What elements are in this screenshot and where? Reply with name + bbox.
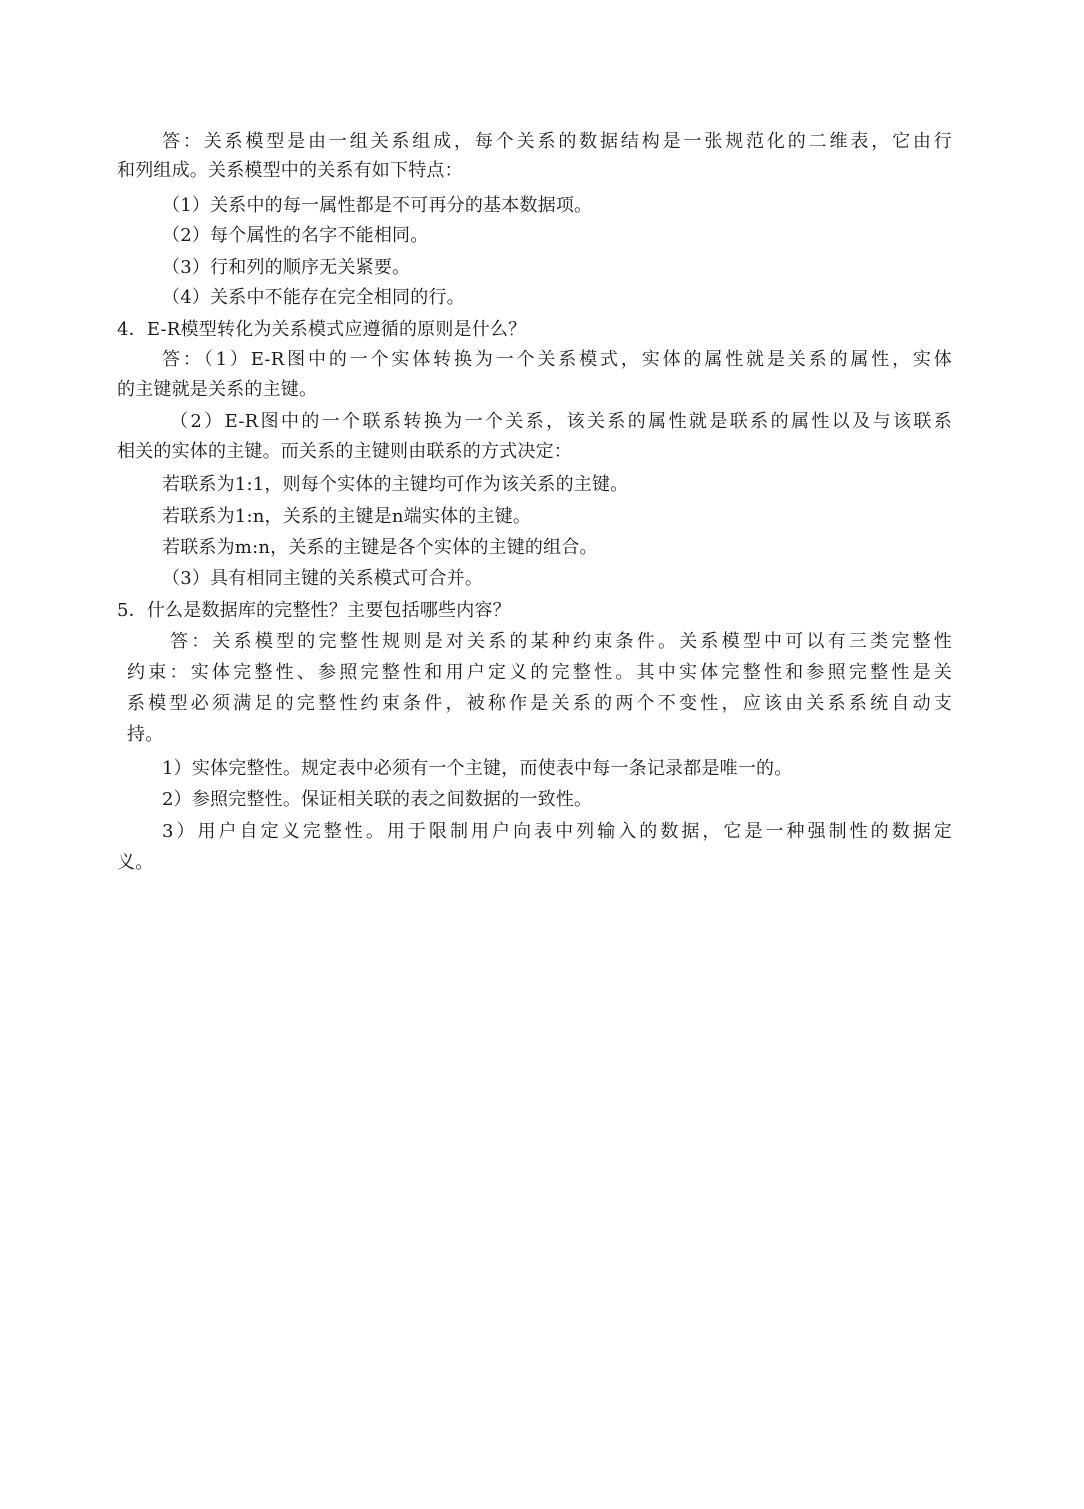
answer-3-line-1: 答：关系模型是由一组关系组成，每个关系的数据结构是一张规范化的二维表，它由行 — [162, 131, 952, 152]
relation-m-n: 若联系为m:n，关系的主键是各个实体的主键的组合。 — [162, 537, 598, 558]
answer-4-line-1: 答：（1）E-R图中的一个实体转换为一个关系模式，实体的属性就是关系的属性，实体 — [162, 349, 952, 370]
question-5: 5．什么是数据库的完整性？主要包括哪些内容？ — [117, 600, 511, 621]
integrity-3-line-1: 3）用户自定义完整性。用于限制用户向表中列输入的数据，它是一种强制性的数据定 — [162, 821, 952, 842]
answer-4-line-4: 相关的实体的主键。而关系的主键则由联系的方式决定： — [117, 441, 572, 462]
answer-5-line-1: 答：关系模型的完整性规则是对关系的某种约束条件。关系模型中可以有三类完整性 — [170, 631, 952, 652]
feature-2: （2）每个属性的名字不能相同。 — [162, 225, 429, 246]
answer-4-line-8: （3）具有相同主键的关系模式可合并。 — [162, 568, 484, 589]
integrity-2: 2）参照完整性。保证相关联的表之间数据的一致性。 — [162, 789, 593, 810]
answer-5-line-3: 系模型必须满足的完整性约束条件，被称作是关系的两个不变性，应该由关系系统自动支 — [127, 693, 952, 714]
integrity-3-line-2: 义。 — [117, 852, 154, 873]
relation-1-n: 若联系为1:n，关系的主键是n端实体的主键。 — [162, 506, 532, 527]
feature-4: （4）关系中不能存在完全相同的行。 — [162, 287, 465, 308]
answer-4-line-3: （2）E-R图中的一个联系转换为一个关系，该关系的属性就是联系的属性以及与该联系 — [170, 411, 952, 432]
answer-5-line-2: 约束：实体完整性、参照完整性和用户定义的完整性。其中实体完整性和参照完整性是关 — [127, 662, 952, 683]
question-4: 4．E-R模型转化为关系模式应遵循的原则是什么？ — [117, 319, 527, 340]
relation-1-1: 若联系为1:1，则每个实体的主键均可作为该关系的主键。 — [162, 474, 629, 495]
feature-3: （3）行和列的顺序无关紧要。 — [162, 257, 411, 278]
answer-4-line-2: 的主键就是关系的主键。 — [117, 379, 318, 400]
integrity-1: 1）实体完整性。规定表中必须有一个主键，而使表中每一条记录都是唯一的。 — [162, 758, 793, 779]
answer-3-line-2: 和列组成。关系模型中的关系有如下特点： — [117, 160, 463, 181]
answer-5-line-4: 持。 — [127, 724, 164, 745]
feature-1: （1）关系中的每一属性都是不可再分的基本数据项。 — [162, 195, 593, 216]
